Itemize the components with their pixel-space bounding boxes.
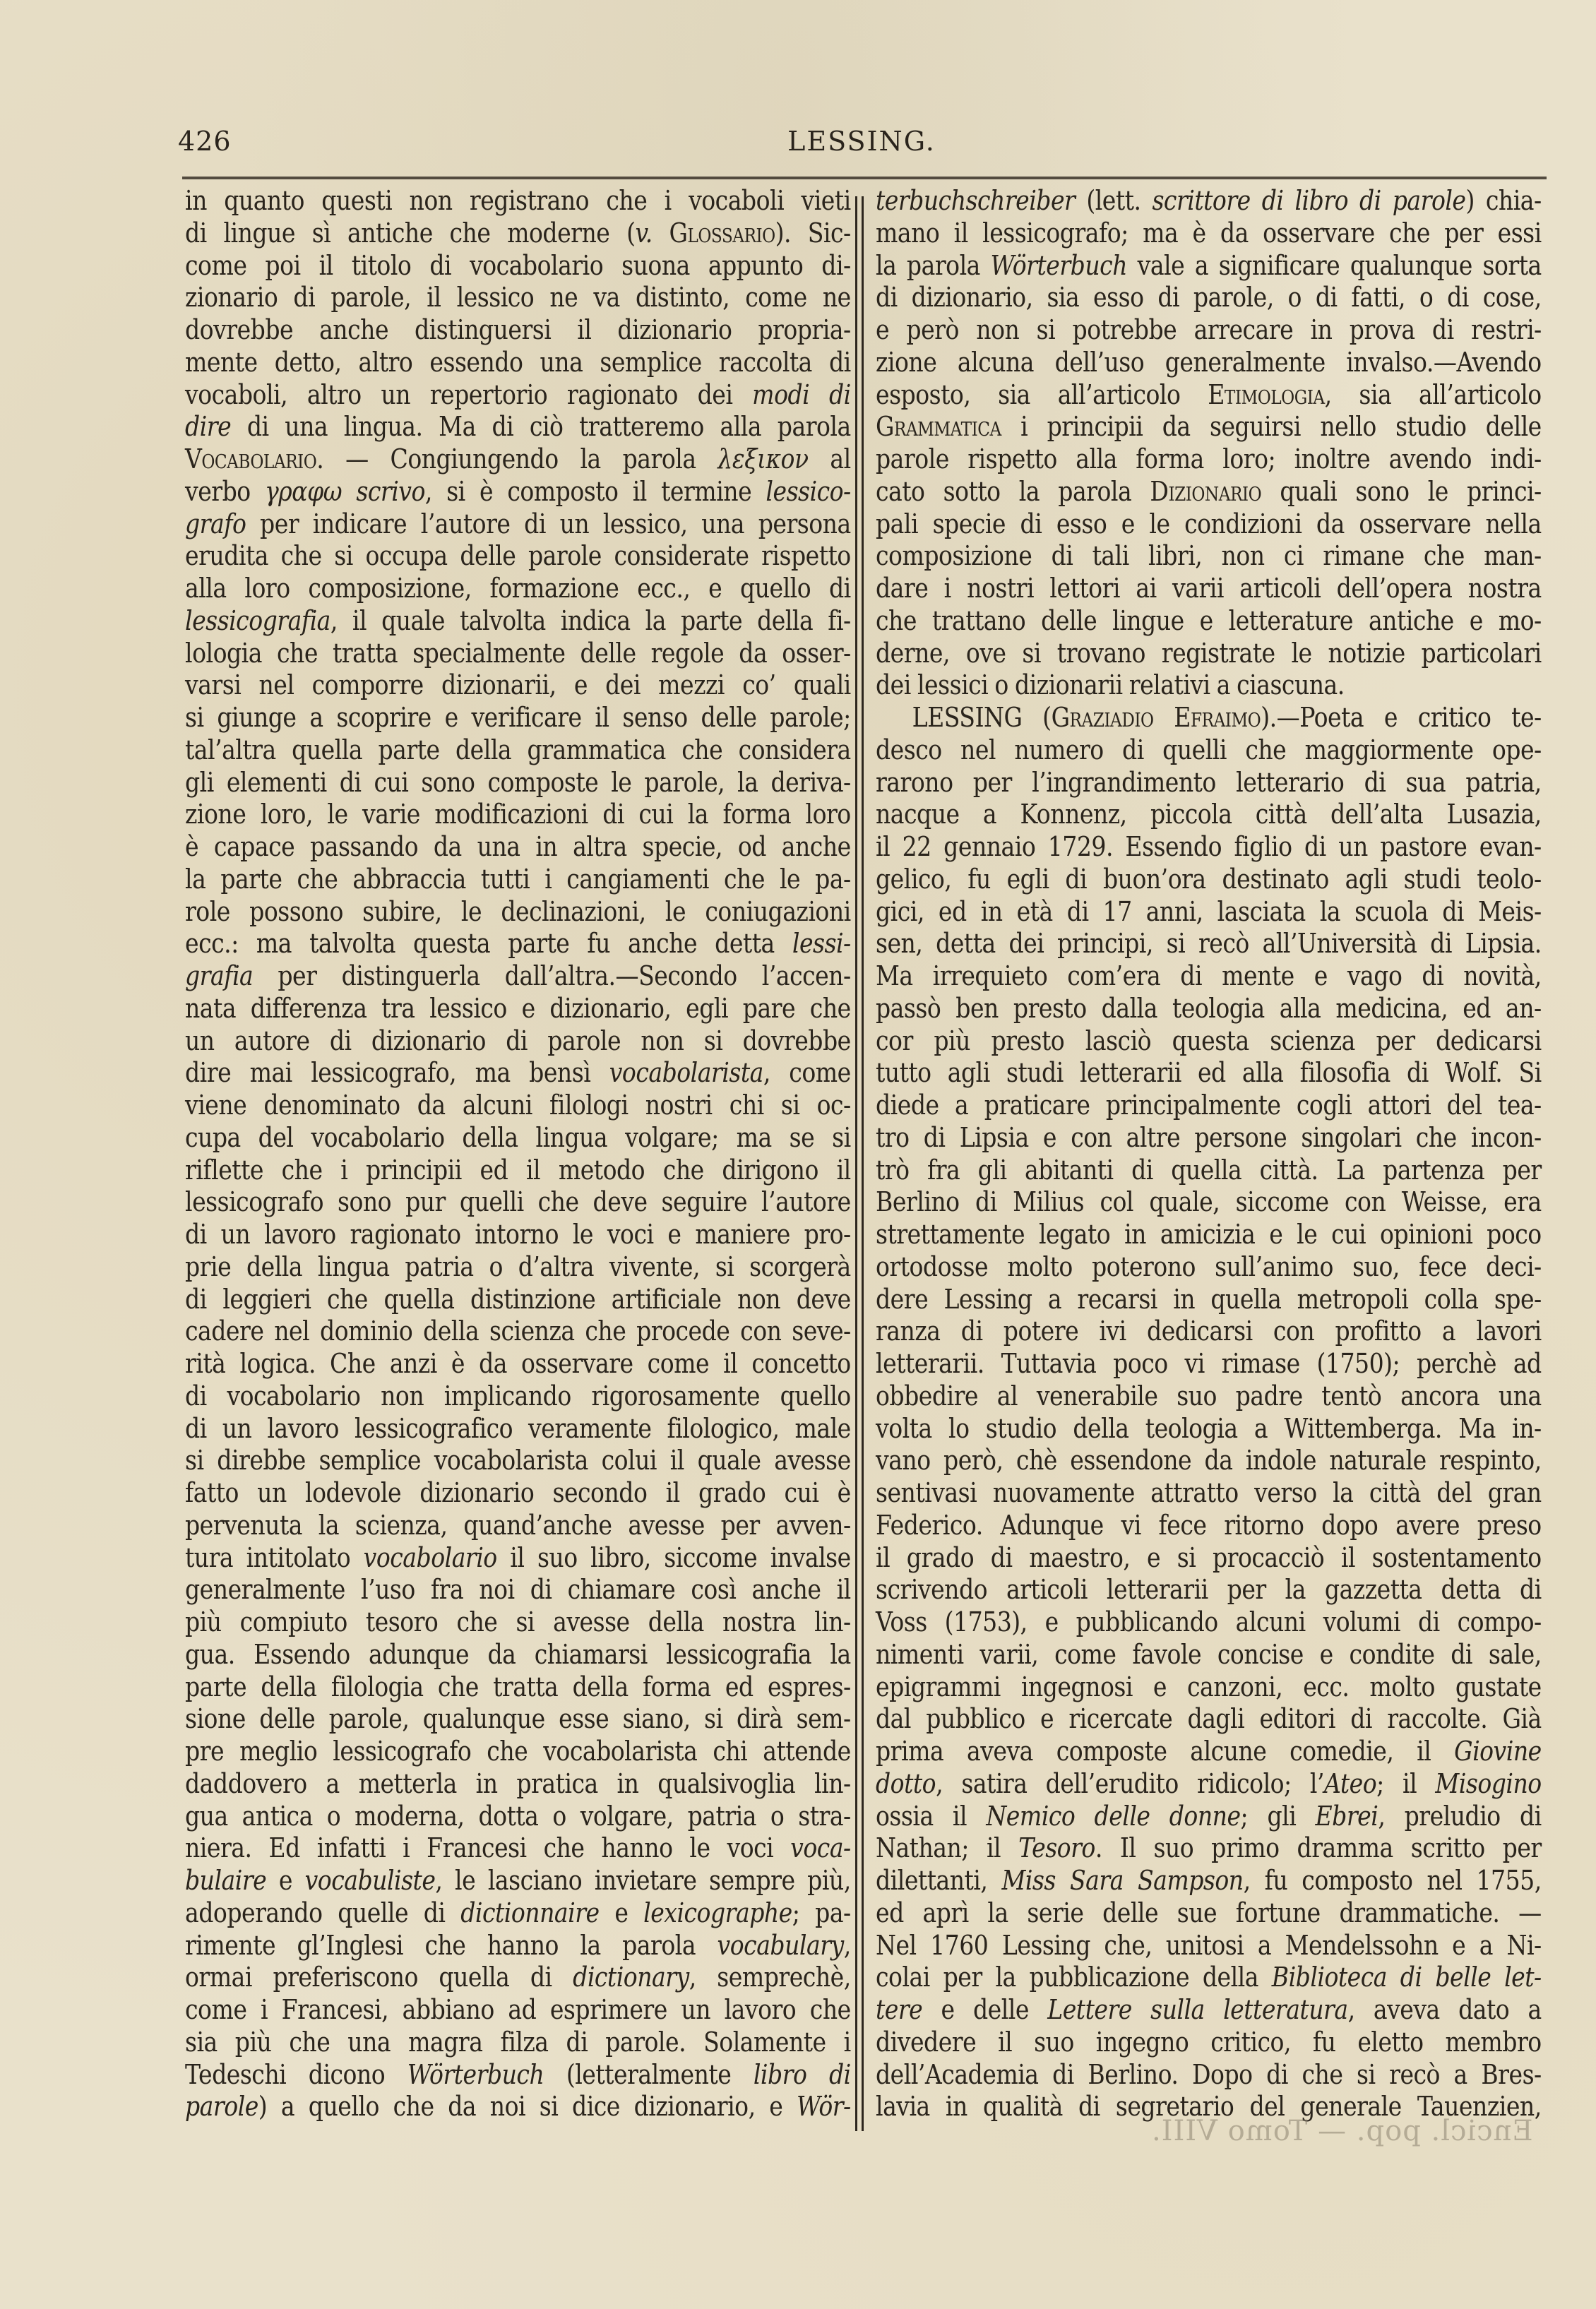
text-line: Ma irrequieto com’era di mente e vago di novità, <box>876 960 1542 992</box>
text-line: grafo per indicare l’autore di un lessico, una persona <box>185 508 851 540</box>
text-line: tura intitolato vocabolario il suo libro, siccome invalse <box>185 1541 851 1574</box>
text-line: sentivasi nuovamente attratto verso la città del gran <box>876 1477 1542 1509</box>
text-line: ossia il Nemico delle donne; gli Ebrei, preludio di <box>876 1800 1542 1832</box>
text-line: sia più che una magra filza di parole. Solamente i <box>185 2026 851 2058</box>
text-line: Nel 1760 Lessing che, unitosi a Mendelssohn e a Ni- <box>876 1929 1542 1962</box>
text-line: volta lo studio della teologia a Wittemberga. Ma in- <box>876 1412 1542 1445</box>
text-line: ortodosse molto poterono sull’animo suo, fece deci- <box>876 1251 1542 1283</box>
text-line: colai per la pubblicazione della Biblioteca di belle let- <box>876 1962 1542 1994</box>
left-column <box>185 185 852 2123</box>
text-line: rimente gl’Inglesi che hanno la parola vocabulary, <box>185 1929 851 1962</box>
running-title: LESSING. <box>787 126 936 157</box>
header-rule <box>182 177 1547 179</box>
text-line: cor più presto lasciò questa scienza per dedicarsi <box>876 1025 1542 1057</box>
text-line: daddovero a metterla in pratica in qualsivoglia lin- <box>185 1767 851 1800</box>
text-line: Federico. Adunque vi fece ritorno dopo avere preso <box>876 1509 1542 1541</box>
text-line: gici, ed in età di 17 anni, lasciata la scuola di Meis- <box>876 895 1542 928</box>
text-line: zione alcuna dell’uso generalmente invalso.—Avendo <box>876 346 1542 378</box>
right-column <box>876 185 1543 2123</box>
text-line: pre meglio lessicografo che vocabolarista chi attende <box>185 1736 851 1767</box>
text-line: desco nel numero di quelli che maggiormente ope- <box>876 734 1542 766</box>
text-line: rità logica. Che anzi è da osservare come il concetto <box>185 1348 851 1380</box>
text-line: il 22 gennaio 1729. Essendo figlio di un pastore evan- <box>876 831 1542 863</box>
text-line: dotto, satira dell’erudito ridicolo; l’Ateo; il Misogino <box>876 1767 1542 1800</box>
text-line: parole rispetto alla forma loro; inoltre avendo indi- <box>876 443 1542 475</box>
text-line: parte della filologia che tratta della forma ed espres- <box>185 1671 851 1703</box>
text-line: di un lavoro lessicografico veramente filologico, male <box>185 1412 851 1445</box>
text-line: divedere il suo ingegno critico, fu eletto membro <box>876 2026 1542 2058</box>
text-line: dare i nostri lettori ai varii articoli dell’opera nostra <box>876 573 1542 604</box>
text-line: pali specie di esso e le condizioni da osservare nella <box>876 508 1542 540</box>
text-line: dei lessici o dizionarii relativi a ciascuna. <box>876 669 1345 702</box>
text-line: cato sotto la parola Dizionario quali sono le princi- <box>876 475 1542 508</box>
text-line: esposto, sia all’articolo Etimologia, sia all’articolo <box>876 378 1542 411</box>
text-line: verbo γραφω scrivo, si è composto il termine lessico- <box>185 475 851 508</box>
text-line: niera. Ed infatti i Francesi che hanno le voci voca- <box>185 1832 851 1865</box>
text-line: come i Francesi, abbiano ad esprimere un lavoro che <box>185 1994 851 2026</box>
text-line: come poi il titolo di vocabolario suona appunto di- <box>185 249 851 282</box>
text-line: di lingue sì antiche che moderne (v. Glossario). Sic- <box>185 217 851 249</box>
text-line: scrivendo articoli letterarii per la gazzetta detta di <box>876 1574 1542 1606</box>
text-line: parole) a quello che da noi si dice dizionario, e Wör- <box>185 2091 851 2123</box>
text-line: vano però, chè essendone da indole naturale respinto, <box>876 1445 1542 1477</box>
text-line: diede a praticare principalmente cogli attori del tea- <box>876 1090 1542 1121</box>
text-line: ormai preferiscono quella di dictionary, semprechè, <box>185 1962 851 1994</box>
text-line: dilettanti, Miss Sara Sampson, fu composto nel 1755, <box>876 1865 1542 1897</box>
text-line: lessicografia, il quale talvolta indica la parte della fi- <box>185 604 851 637</box>
text-line: tal’altra quella parte della grammatica che considera <box>185 734 851 766</box>
text-line: epigrammi ingegnosi e canzoni, ecc. molto gustate <box>876 1671 1542 1703</box>
text-line: Vocabolario. — Congiungendo la parola λεξικον al <box>185 443 851 475</box>
text-line: dire di una lingua. Ma di ciò tratteremo alla parola <box>185 411 851 443</box>
text-line: lologia che tratta specialmente delle regole da osser- <box>185 637 851 669</box>
text-line: passò ben presto dalla teologia alla medicina, ed an- <box>876 992 1542 1025</box>
text-line: e però non si potrebbe arrecare in prova di restri- <box>876 314 1542 346</box>
text-line: role possono subire, le declinazioni, le coniugazioni <box>185 895 851 928</box>
text-line: nacque a Konnenz, piccola città dell’alta Lusazia, <box>876 799 1542 831</box>
text-line: LESSING (Graziadio Efraimo).—Poeta e critico te- <box>912 702 1542 734</box>
text-line: composizione di tali libri, non ci rimane che man- <box>876 540 1542 573</box>
text-line: gelico, fu egli di buon’ora destinato agli studi teolo- <box>876 863 1542 895</box>
text-line: nimenti varii, come favole concise e condite di sale, <box>876 1638 1542 1671</box>
text-line: pervenuta la scienza, quand’anche avesse per avven- <box>185 1509 851 1541</box>
text-line: rarono per l’ingrandimento letterario di sua patria, <box>876 766 1542 799</box>
text-line: derne, ove si trovano registrate le notizie particolari <box>876 637 1542 669</box>
text-line: Grammatica i principii da seguirsi nello studio delle <box>876 411 1542 443</box>
text-line: obbedire al venerabile suo padre tentò ancora una <box>876 1380 1542 1412</box>
text-line: si direbbe semplice vocabolarista colui il quale avesse <box>185 1445 851 1477</box>
text-line: Voss (1753), e pubblicando alcuni volumi di compo- <box>876 1606 1542 1638</box>
text-line: dire mai lessicografo, ma bensì vocabolarista, come <box>185 1057 851 1090</box>
text-line: mente detto, altro essendo una semplice raccolta di <box>185 346 851 378</box>
text-line: è capace passando da una in altra specie, od anche <box>185 831 851 863</box>
text-line: bulaire e vocabuliste, le lasciano invietare sempre più, <box>185 1865 851 1897</box>
text-line: cupa del vocabolario della lingua volgare; ma se si <box>185 1121 851 1154</box>
text-line: prima aveva composte alcune comedie, il Giovine <box>876 1736 1542 1767</box>
text-line: ranza di potere ivi dedicarsi con profitto a lavori <box>876 1315 1542 1348</box>
text-line: dell’Academia di Berlino. Dopo di che si recò a Bres- <box>876 2058 1542 2091</box>
text-line: cadere nel dominio della scienza che procede con seve- <box>185 1315 851 1348</box>
text-line: lavia in qualità di segretario del generale Tauenzien, <box>876 2091 1542 2123</box>
text-line: un autore di dizionario di parole non si dovrebbe <box>185 1025 851 1057</box>
text-line: viene denominato da alcuni filologi nostri chi si oc- <box>185 1090 851 1121</box>
text-line: di un lavoro ragionato intorno le voci e maniere pro- <box>185 1219 851 1251</box>
text-line: adoperando quelle di dictionnaire e lexicographe; pa- <box>185 1897 851 1929</box>
text-line: varsi nel comporre dizionarii, e dei mezzi co’ quali <box>185 669 851 702</box>
text-line: di vocabolario non implicando rigorosamente quello <box>185 1380 851 1412</box>
text-line: che trattano delle lingue e letterature antiche e mo- <box>876 604 1542 637</box>
bleed-through-footer: Encicl. pop. — Tomo VIII. <box>1151 2115 1533 2147</box>
text-line: dovrebbe anche distinguersi il dizionario propria- <box>185 314 851 346</box>
text-line: lessicografo sono pur quelli che deve seguire l’autore <box>185 1186 851 1219</box>
text-line: Tedeschi dicono Wörterbuch (letteralmente libro di <box>185 2058 851 2091</box>
text-line: erudita che si occupa delle parole considerate rispetto <box>185 540 851 573</box>
text-line: gua antica o moderna, dotta o volgare, patria o stra- <box>185 1800 851 1832</box>
text-line: tro di Lipsia e con altre persone singolari che incon- <box>876 1121 1542 1154</box>
text-line: tutto agli studi letterarii ed alla filosofia di Wolf. Si <box>876 1057 1542 1090</box>
text-line: alla loro composizione, formazione ecc., e quello di <box>185 573 851 604</box>
text-line: dal pubblico e ricercate dagli editori di raccolte. Già <box>876 1703 1542 1736</box>
text-line: grafia per distinguerla dall’altra.—Secondo l’accen- <box>185 960 851 992</box>
text-line: tere e delle Lettere sulla letteratura, aveva dato a <box>876 1994 1542 2026</box>
text-line: fatto un lodevole dizionario secondo il grado cui è <box>185 1477 851 1509</box>
page-header <box>177 126 1547 161</box>
text-line: ed aprì la serie delle sue fortune drammatiche. — <box>876 1897 1542 1929</box>
text-line: più compiuto tesoro che si avesse della nostra lin- <box>185 1606 851 1638</box>
text-line: dere Lessing a recarsi in quella metropoli colla spe- <box>876 1283 1542 1315</box>
text-line: zionario di parole, il lessico ne va distinto, come ne <box>185 282 851 314</box>
text-line: la parte che abbraccia tutti i cangiamenti che le pa- <box>185 863 851 895</box>
text-line: mano il lessicografo; ma è da osservare che per essi <box>876 217 1542 249</box>
text-line: sen, detta dei principi, si recò all’Università di Lipsia. <box>876 928 1542 960</box>
text-line: gli elementi di cui sono composte le parole, la deriva- <box>185 766 851 799</box>
text-line: riflette che i principii ed il metodo che dirigono il <box>185 1154 851 1186</box>
text-line: vocaboli, altro un repertorio ragionato dei modi di <box>185 378 851 411</box>
page-number: 426 <box>178 126 232 157</box>
text-line: letterarii. Tuttavia poco vi rimase (1750); perchè ad <box>876 1348 1542 1380</box>
text-line: ecc.: ma talvolta questa parte fu anche detta lessi- <box>185 928 851 960</box>
text-line: nata differenza tra lessico e dizionario, egli pare che <box>185 992 851 1025</box>
text-line: trò fra gli abitanti di quella città. La partenza per <box>876 1154 1542 1186</box>
text-line: di leggieri che quella distinzione artificiale non deve <box>185 1283 851 1315</box>
text-line: prie della lingua patria o d’altra vivente, si scorgerà <box>185 1251 851 1283</box>
text-line: gua. Essendo adunque da chiamarsi lessicografia la <box>185 1638 851 1671</box>
text-line: si giunge a scoprire e verificare il senso delle parole; <box>185 702 851 734</box>
text-line: il grado di maestro, e si procacciò il sostentamento <box>876 1541 1542 1574</box>
text-line: in quanto questi non registrano che i vocaboli vieti <box>185 185 851 217</box>
text-line: zione loro, le varie modificazioni di cui la forma loro <box>185 799 851 831</box>
text-line: terbuchschreiber (lett. scrittore di libro di parole) chia- <box>876 185 1542 217</box>
text-line: Berlino di Milius col quale, siccome con Weisse, era <box>876 1186 1542 1219</box>
text-line: di dizionario, sia esso di parole, o di fatti, o di cose, <box>876 282 1542 314</box>
text-line: Nathan; il Tesoro. Il suo primo dramma scritto per <box>876 1832 1542 1865</box>
text-line: strettamente legato in amicizia e le cui opinioni poco <box>876 1219 1542 1251</box>
column-divider <box>855 196 864 2131</box>
text-line: generalmente l’uso fra noi di chiamare così anche il <box>185 1574 851 1606</box>
text-line: la parola Wörterbuch vale a significare qualunque sorta <box>876 249 1542 282</box>
text-line: sione delle parole, qualunque esse siano, si dirà sem- <box>185 1703 851 1736</box>
